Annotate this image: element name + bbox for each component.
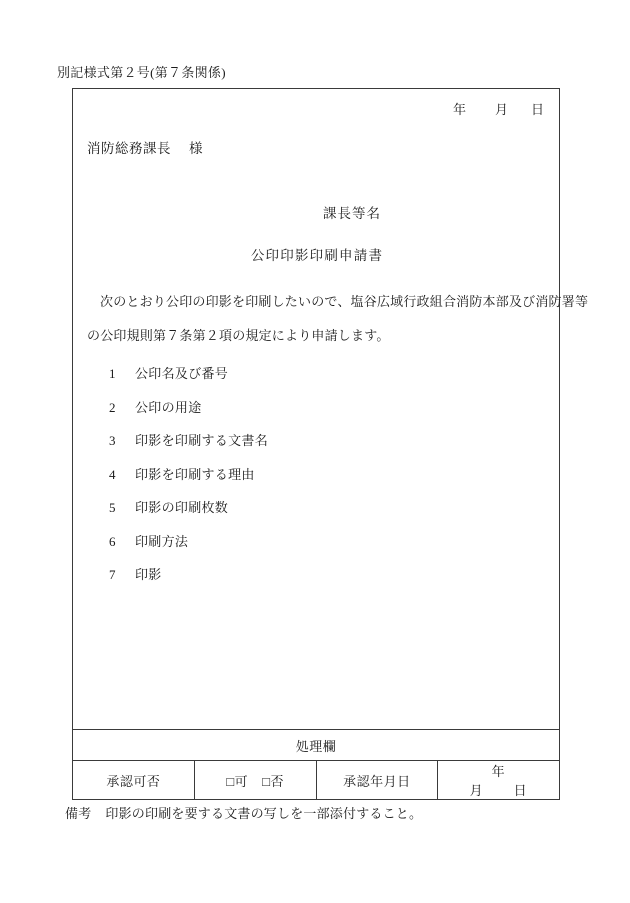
list-item — [87, 424, 549, 458]
list-item — [87, 525, 549, 559]
list-item-number: 6 — [109, 533, 116, 549]
list-item-label: 公印名及び番号 — [135, 366, 229, 381]
approval-date-label-cell: 承認年月日 — [316, 761, 438, 800]
date-day-label: 日 — [531, 102, 545, 117]
approval-date-value-cell[interactable] — [438, 761, 560, 800]
numbered-item-list — [87, 357, 549, 592]
approval-checkbox-yes[interactable]: □可 — [226, 773, 249, 789]
approval-date-month-label: 月 — [469, 783, 484, 798]
table-row — [73, 761, 560, 800]
list-item-number: 4 — [109, 466, 116, 482]
list-item-number: 5 — [109, 500, 116, 515]
list-item-label: 印影を印刷する理由 — [135, 466, 255, 482]
form-frame — [72, 88, 589, 800]
list-item-label: 印影の印刷枚数 — [135, 500, 229, 515]
body-line: の公印規則第７条第２項の規定により申請します。 — [87, 328, 390, 343]
date-year-label: 年 — [453, 102, 467, 117]
table-row — [73, 730, 560, 761]
addressee-title: 消防総務課長 — [87, 141, 171, 156]
footnote-label: 備考 — [65, 806, 92, 821]
list-item-label: 印影を印刷する文書名 — [135, 433, 269, 448]
approval-label-cell: 承認可否 — [73, 761, 195, 800]
list-item-label: 公印の用途 — [135, 399, 202, 415]
list-item — [87, 458, 549, 492]
processing-table-header: 処理欄 — [73, 730, 560, 761]
processing-table — [72, 729, 560, 800]
addressee-honorific: 様 — [189, 141, 203, 156]
signer-name-label: 課長等名 — [323, 206, 381, 221]
body-line: 次のとおり公印の印影を印刷したいので、塩谷広域行政組合消防本部及び消防署等 — [100, 294, 589, 309]
list-item-number: 7 — [109, 567, 116, 582]
list-item-number: 3 — [109, 433, 116, 448]
list-item — [87, 391, 549, 425]
list-item — [87, 558, 549, 592]
list-item — [87, 357, 549, 391]
list-item-label: 印影 — [135, 567, 162, 582]
date-month-label: 月 — [495, 102, 509, 117]
approval-checkbox-no[interactable]: □否 — [262, 773, 284, 789]
addressee-line — [87, 137, 203, 157]
form-number-caption: 別記様式第２号(第７条関係) — [57, 65, 226, 80]
list-item — [87, 491, 549, 525]
approval-choice-cell — [194, 761, 316, 800]
list-item-number: 1 — [109, 366, 116, 381]
footnote — [65, 803, 422, 822]
body-paragraph — [87, 285, 589, 353]
list-item-number: 2 — [109, 399, 116, 415]
list-item-label: 印刷方法 — [135, 533, 189, 549]
footnote-text: 印影の印刷を要する文書の写しを一部添付すること。 — [105, 806, 423, 821]
document-title: 公印印影印刷申請書 — [250, 248, 384, 263]
submission-date-line — [453, 99, 545, 118]
approval-date-day-label: 日 — [513, 783, 528, 798]
approval-date-year-label: 年 — [491, 764, 506, 779]
